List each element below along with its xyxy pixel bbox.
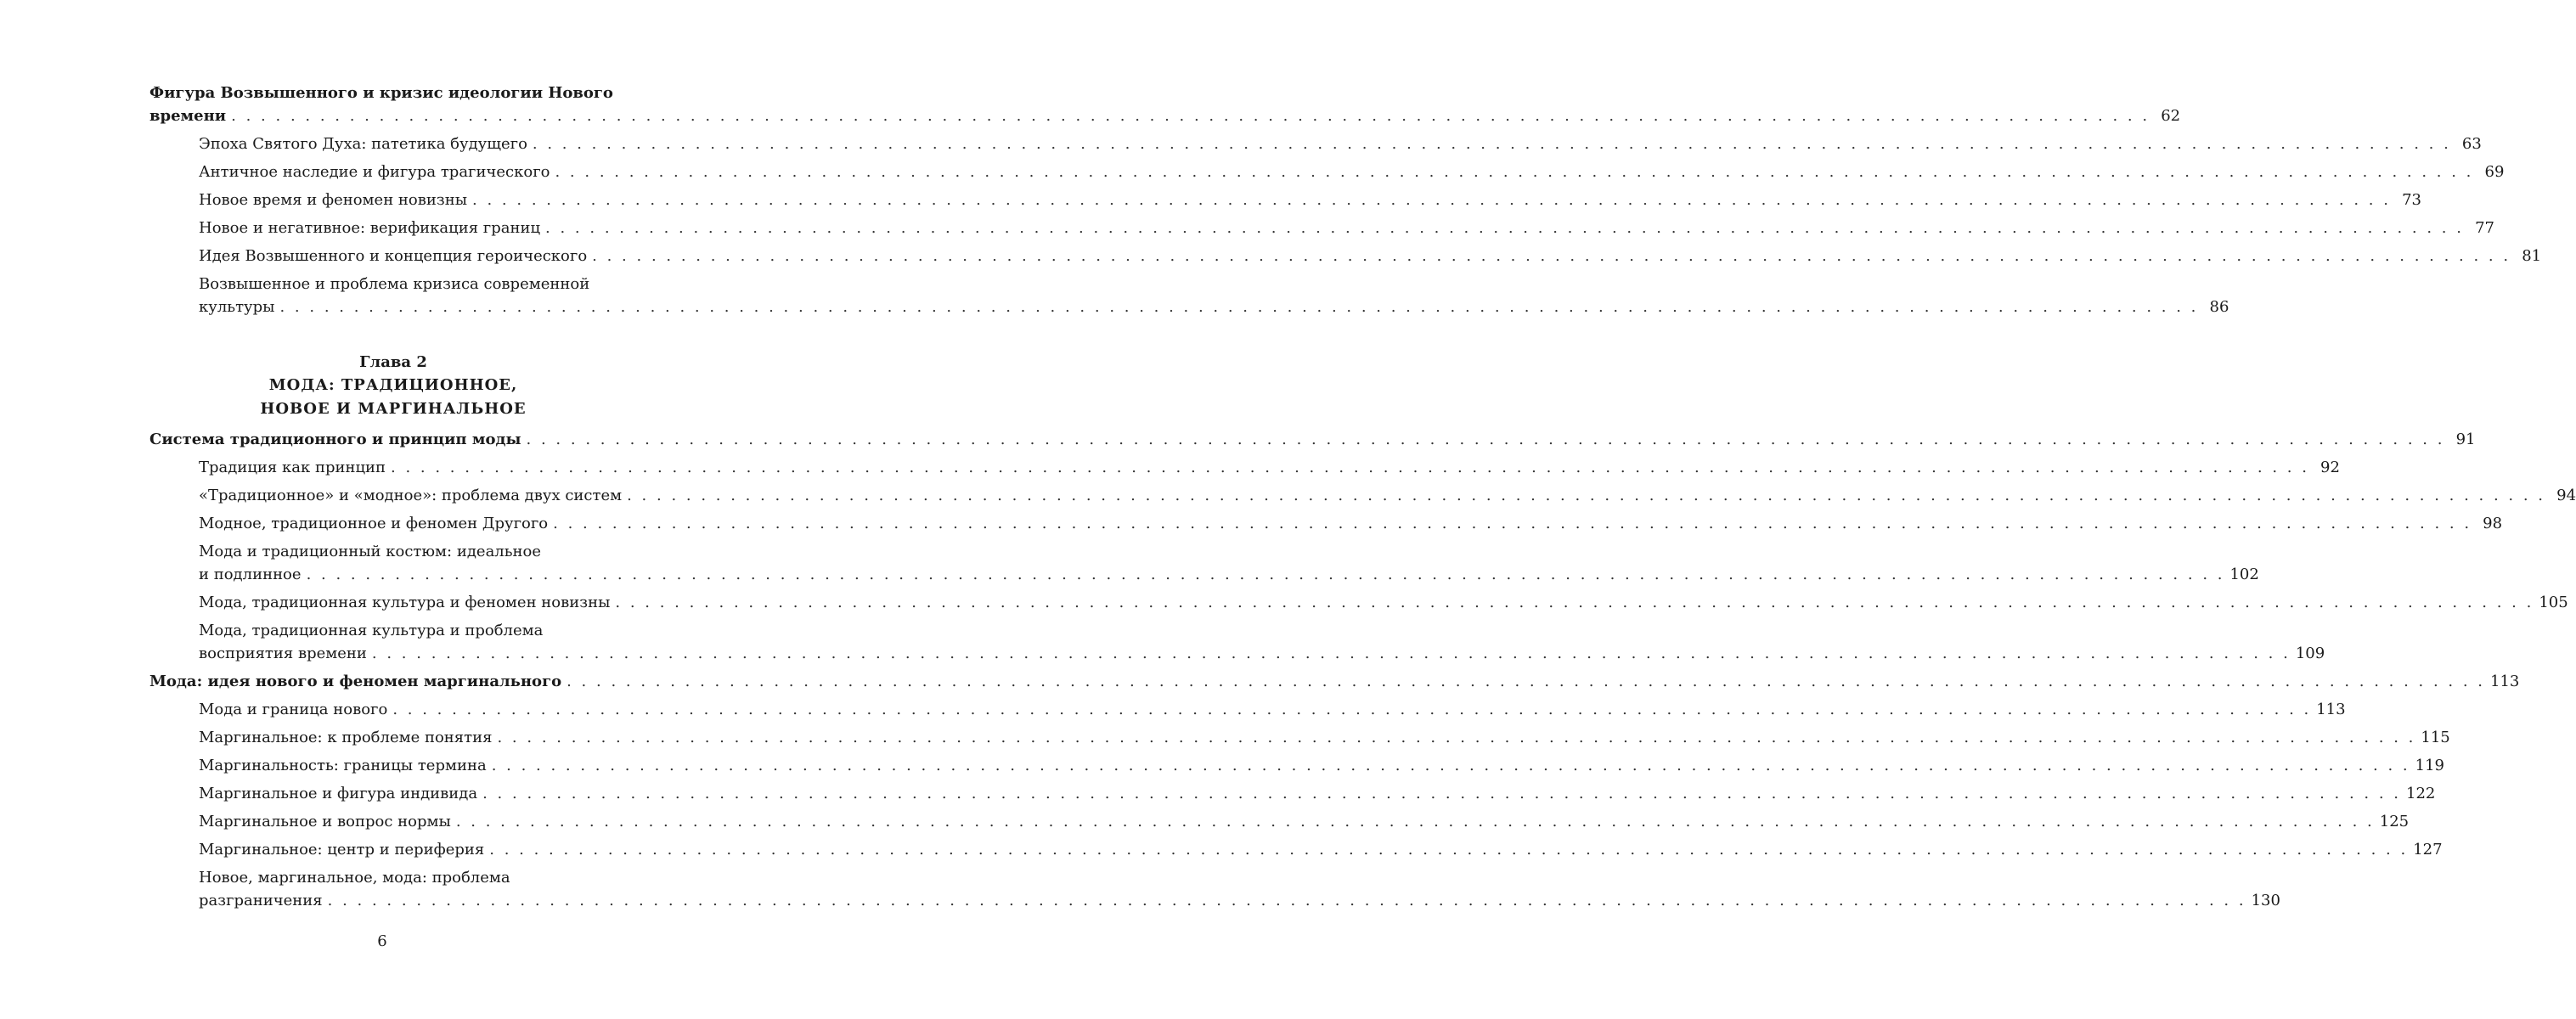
toc-item-title-line1: Мода и традиционный костюм: идеальное [199,543,542,560]
dot-leader [391,456,2309,479]
dot-leader [307,563,2225,586]
toc-item[interactable] [149,540,2259,586]
toc-item-title: Маргинальное и фигура индивида [199,785,478,802]
toc-item[interactable] [149,273,2229,318]
toc-page-number: 130 [2251,892,2280,909]
toc-page-number: 63 [2461,135,2482,153]
toc-item-title: Античное наследие и фигура трагического [199,163,550,181]
toc-item[interactable] [149,866,2280,912]
toc-item-title-line1: Новое, маргинальное, мода: проблема [199,869,510,887]
toc-item[interactable] [149,217,2494,239]
page-number: 6 [377,932,387,950]
toc-section-title: Система традиционного и принцип моды [149,431,521,448]
toc-section[interactable] [149,82,2181,127]
toc-page-number: 113 [2316,701,2346,718]
toc-item-title: Маргинальное и вопрос нормы [199,813,451,830]
toc-page-number: 69 [2484,163,2505,181]
dot-leader [372,642,2291,665]
dot-leader [615,591,2534,614]
toc-item[interactable] [149,132,2482,155]
toc-item-title: Мода, традиционная культура и феномен новизны [199,594,611,611]
toc-item-title-line1: Возвышенное и проблема кризиса современной [199,275,590,293]
toc-item[interactable] [149,838,2443,861]
toc-item[interactable] [149,245,2542,267]
toc-item-title: Эпоха Святого Духа: патетика будущего [199,135,527,153]
toc-item[interactable] [149,619,2325,665]
chapter-number: Глава 2 [359,353,427,371]
toc-section[interactable] [149,670,2520,693]
chapter-heading [149,351,637,421]
toc-page-number: 94 [2556,487,2576,504]
toc-page-number: 105 [2539,594,2568,611]
toc-page-number: 73 [2402,191,2421,209]
toc-item-title: Мода и граница нового [199,701,388,718]
toc-page-number: 98 [2483,515,2503,532]
chapter-title-line2: НОВОЕ И МАРГИНАЛЬНОЕ [260,400,527,418]
toc-page-number: 91 [2455,431,2476,448]
toc-item-title: культуры [199,298,275,316]
toc-item[interactable] [149,189,2421,211]
toc-page-number: 102 [2229,566,2259,583]
toc-section-title-line1: Фигура Возвышенного и кризис идеологии Нового [149,84,613,102]
toc-page-number: 62 [2161,107,2181,125]
dot-leader [555,160,2473,183]
toc-item-title: Маргинальность: границы термина [199,757,487,774]
toc-item[interactable] [149,810,2410,833]
dot-leader [328,889,2246,912]
toc-item-title: Идея Возвышенного и концепция героического [199,247,588,265]
toc-item-title-line1: Мода, традиционная культура и проблема [199,622,544,639]
toc-item-title: Модное, традиционное и феномен Другого [199,515,549,532]
toc-item-title: разграничения [199,892,323,909]
toc-section[interactable] [149,428,2476,451]
dot-leader [392,698,2311,721]
toc-item[interactable] [149,782,2436,805]
toc-item-title: Традиция как принцип [199,459,386,476]
toc-page-number: 115 [2421,729,2450,746]
toc-item[interactable] [149,484,2576,507]
table-of-contents [149,82,2576,912]
toc-section-title: Мода: идея нового и феномен маргинального [149,673,562,690]
toc-item[interactable] [149,698,2346,721]
toc-page-number: 92 [2320,459,2340,476]
toc-page-number: 119 [2415,757,2444,774]
dot-leader [553,512,2472,535]
toc-page-number: 113 [2490,673,2520,690]
toc-item[interactable] [149,512,2503,535]
toc-item[interactable] [149,726,2450,749]
dot-leader [279,296,2198,318]
dot-leader [472,189,2391,211]
toc-subsection-list [149,456,2576,665]
toc-subsection-list [149,698,2450,912]
chapter-title-line1: МОДА: ТРАДИЦИОННОЕ, [268,376,518,394]
toc-item-title: Маргинальное: центр и периферия [199,841,485,859]
dot-leader [533,132,2451,155]
toc-page-number: 86 [2209,298,2229,316]
dot-leader [231,104,2150,127]
toc-item[interactable] [149,456,2340,479]
toc-item-title: Новое время и феномен новизны [199,191,468,209]
dot-leader [592,245,2511,267]
toc-section-title-line2: времени [149,107,227,125]
dot-leader [545,217,2464,239]
toc-item-title: Маргинальное: к проблеме понятия [199,729,493,746]
dot-leader [497,726,2415,749]
dot-leader [456,810,2375,833]
toc-page-number: 127 [2413,841,2443,859]
dot-leader [482,782,2401,805]
toc-item[interactable] [149,160,2505,183]
dot-leader [527,428,2445,451]
toc-page-number: 122 [2406,785,2436,802]
toc-subsection-list [149,132,2542,318]
toc-item-title: Новое и негативное: верификация границ [199,219,541,237]
toc-page-number: 81 [2522,247,2542,265]
toc-page-number: 109 [2295,645,2325,662]
toc-item[interactable] [149,591,2568,614]
dot-leader [489,838,2408,861]
dot-leader [566,670,2485,693]
toc-item-title: восприятия времени [199,645,367,662]
toc-item-title: «Традиционное» и «модное»: проблема двух систем [199,487,623,504]
toc-item[interactable] [149,754,2444,777]
dot-leader [492,754,2410,777]
toc-page-number: 125 [2379,813,2410,830]
toc-page-number: 77 [2475,219,2494,237]
toc-item-title: и подлинное [199,566,302,583]
dot-leader [627,484,2545,507]
